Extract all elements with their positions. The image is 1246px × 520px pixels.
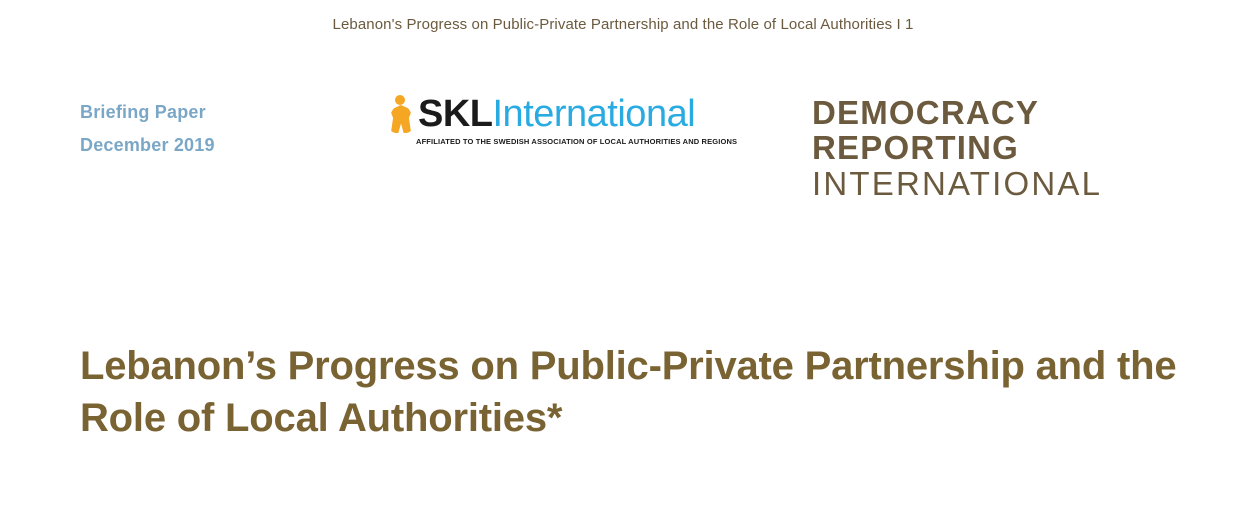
skl-logo-name-bold: SKL	[418, 92, 493, 135]
skl-logo-name-light: International	[492, 92, 696, 135]
briefing-meta	[80, 96, 215, 162]
skl-logo-main	[388, 92, 724, 136]
dri-logo-line-1: DEMOCRACY	[812, 94, 1040, 131]
page-title: Lebanon’s Progress on Public-Private Partnership and the Role of Local Authorities*	[80, 344, 1177, 440]
running-header: Lebanon's Progress on Public-Private Partnership and the Role of Local Authorities I 1	[332, 16, 914, 33]
skl-person-icon	[388, 94, 416, 134]
skl-logo-tagline: AFFILIATED TO THE SWEDISH ASSOCIATION OF LOCAL AUTHORITIES AND REGIONS	[416, 137, 738, 146]
democracy-reporting-international-logo	[812, 95, 1102, 203]
skl-international-logo	[388, 92, 738, 146]
dri-logo-line-3: INTERNATIONAL	[812, 165, 1103, 202]
briefing-date: December 2019	[80, 135, 215, 155]
dri-logo-line-2: REPORTING	[812, 129, 1019, 166]
briefing-paper-label: Briefing Paper	[80, 102, 206, 122]
